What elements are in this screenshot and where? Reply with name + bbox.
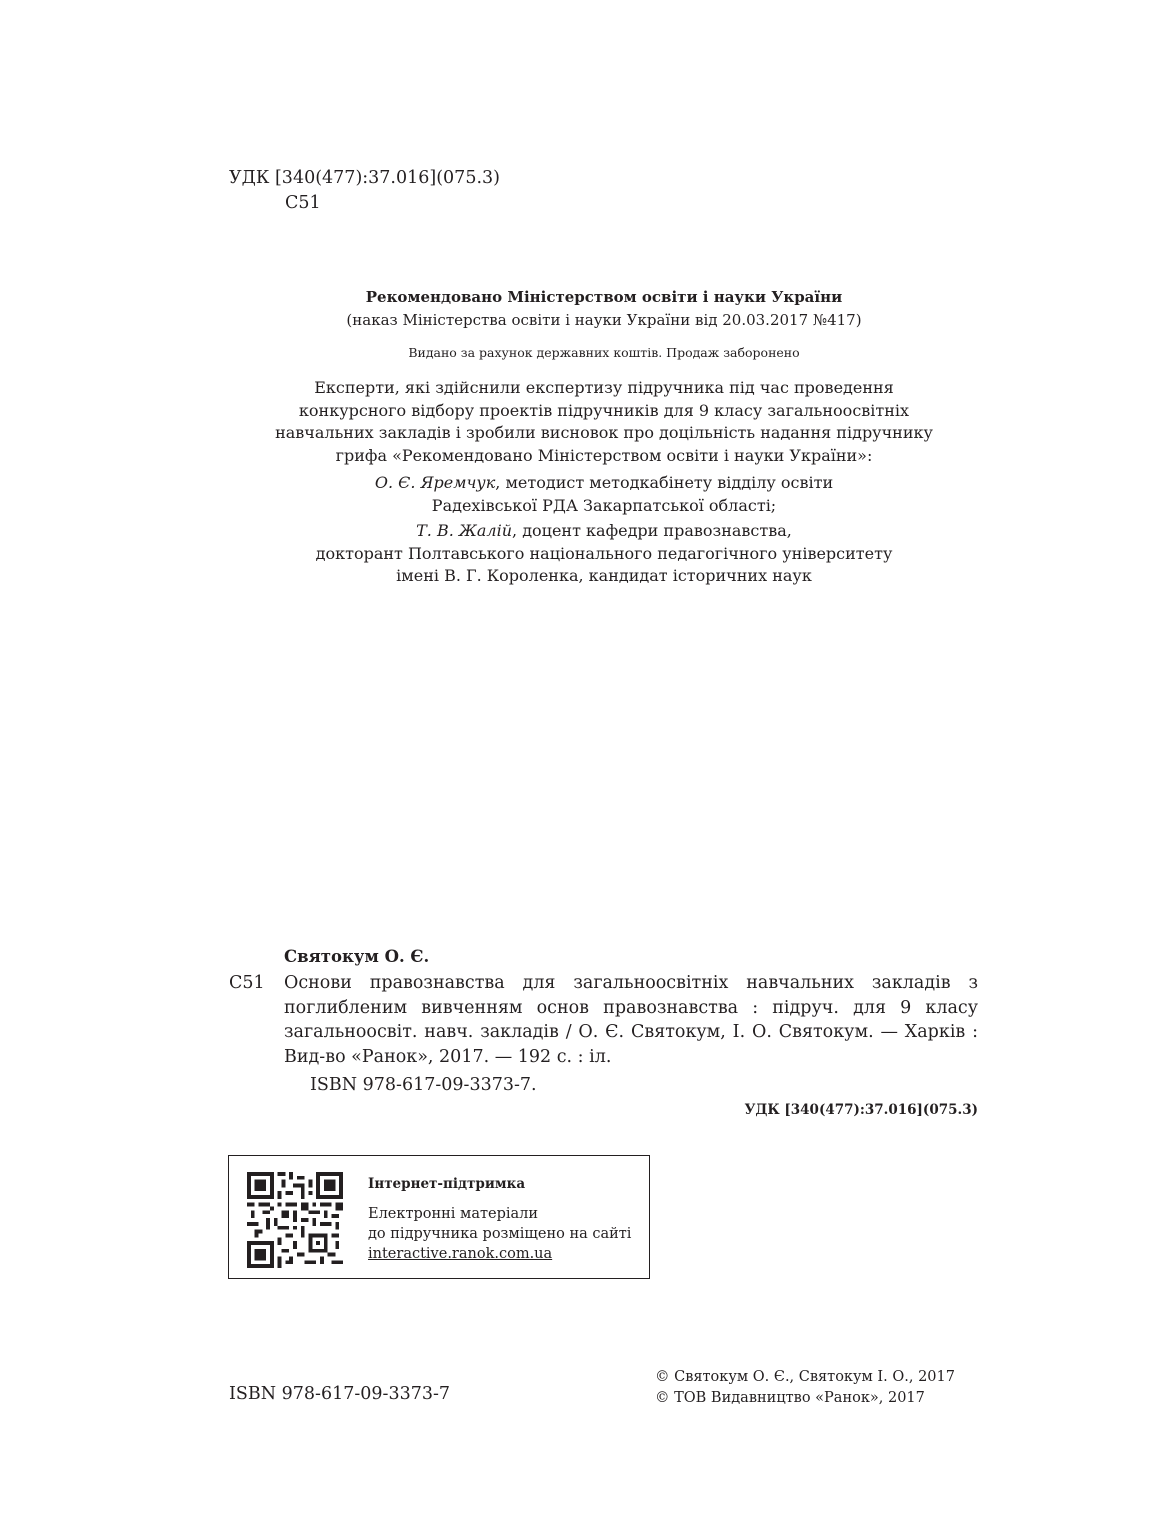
bib-isbn: ISBN 978-617-09-3373-7.	[310, 1075, 537, 1095]
support-line: до підручника розміщено на сайті	[368, 1226, 632, 1242]
expert-line: докторант Полтавського національного педагогічного університету	[315, 543, 893, 563]
expert-line: імені В. Г. Короленка, кандидат історичних наук	[396, 566, 812, 585]
copyright-publisher: © ТОВ Видавництво «Ранок», 2017	[655, 1390, 925, 1406]
qr-code-icon[interactable]	[247, 1172, 343, 1268]
experts-intro-line: навчальних закладів і зробили висновок про доцільність надання підручнику	[275, 423, 933, 442]
expert-role: , доцент кафедри правознавства,	[512, 521, 792, 540]
internet-support-box	[228, 1155, 650, 1279]
bib-sign: С51	[229, 973, 265, 993]
support-title: Інтернет-підтримка	[368, 1176, 526, 1192]
author-sign: С51	[285, 193, 321, 213]
experts-intro	[230, 377, 978, 467]
recommendation-title: Рекомендовано Міністерством освіти і науки України	[365, 288, 843, 306]
support-description	[368, 1204, 631, 1264]
expert-entry	[230, 520, 978, 588]
experts-intro-line: грифа «Рекомендовано Міністерством освіти і науки України»:	[335, 445, 873, 465]
footer-isbn: ISBN 978-617-09-3373-7	[229, 1384, 451, 1404]
expert-name: О. Є. Яремчук	[374, 473, 496, 492]
copyright-authors: © Святокум О. Є., Святокум І. О., 2017	[655, 1369, 955, 1385]
experts-intro-line: Експерти, які здійснили експертизу підручника під час проведення	[314, 378, 894, 397]
support-line: Електронні матеріали	[368, 1206, 539, 1222]
bib-description: Основи правознавства для загальноосвітніх навчальних закладів з поглибленим вивченням основ правознавства : підруч. для 9 класу загальноосвіт. навч. закладів / О. Є. Святокум, І. О. Святокум. — Харків : Вид-во «Ранок», 2017. — 192 с. : іл.	[284, 973, 978, 1067]
udk-header	[229, 166, 500, 216]
support-site-link[interactable]: interactive.ranok.com.ua	[368, 1246, 553, 1262]
recommendation-block	[230, 286, 978, 332]
expert-name: Т. В. Жалій	[416, 521, 513, 540]
expert-role: , методист методкабінету відділу освіти	[495, 473, 834, 492]
experts-intro-line: конкурсного відбору проектів підручників для 9 класу загальноосвітніх	[298, 400, 910, 420]
expert-line	[230, 472, 978, 495]
expert-line: Радехівської РДА Закарпатської області;	[431, 495, 777, 515]
funded-notice: Видано за рахунок державних коштів. Продаж заборонено	[408, 345, 800, 360]
bib-author: Святокум О. Є.	[284, 947, 430, 966]
expert-line	[230, 520, 978, 543]
copyright-block	[655, 1367, 955, 1409]
udk-code: УДК [340(477):37.016](075.3)	[229, 168, 500, 188]
expert-entry	[230, 472, 978, 517]
recommendation-order: (наказ Міністерства освіти і науки України від 20.03.2017 №417)	[346, 311, 862, 329]
bib-udk: УДК [340(477):37.016](075.3)	[744, 1102, 978, 1118]
